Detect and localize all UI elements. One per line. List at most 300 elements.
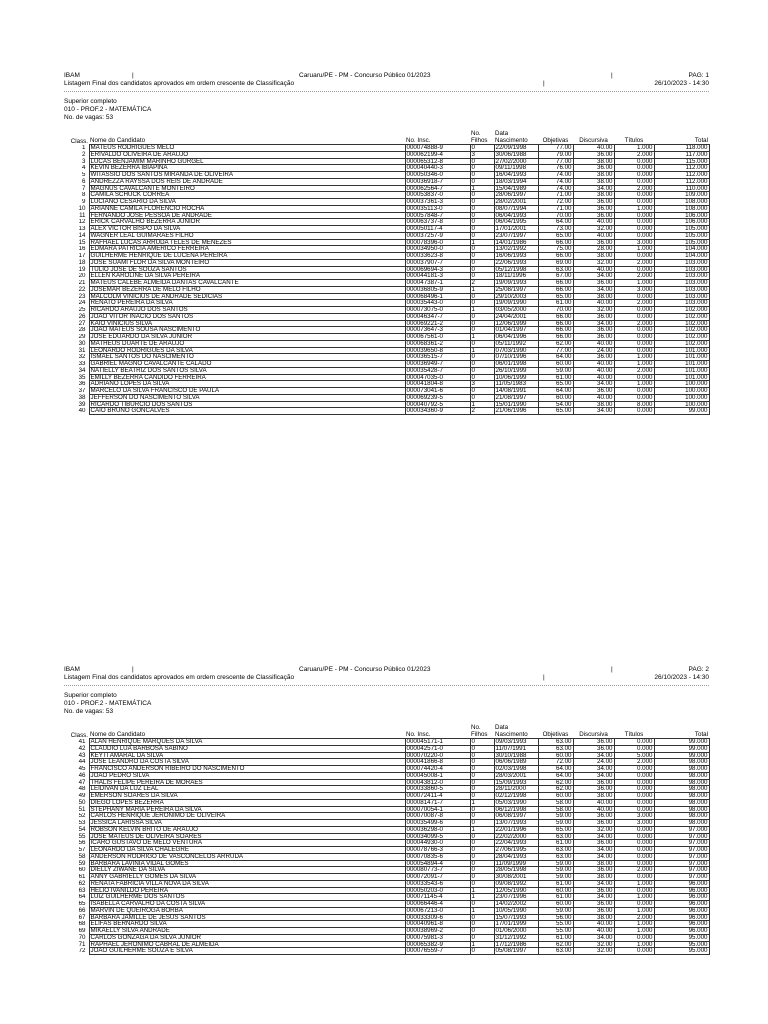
cell-total: 96.000 [654,887,709,894]
cell-insc: 000081471-7 [405,799,470,806]
cell-total: 97.000 [654,874,709,881]
cell-name: GUILHERME HENRIQUE DE LUCENA PEREIRA [89,253,405,260]
cell-total: 102.000 [654,327,709,334]
cell-class: 65 [64,901,89,908]
cell-objetivas: 61.00 [538,934,573,941]
cell-discursiva: 34.00 [573,752,614,759]
cell-objetivas: 60.00 [538,361,573,368]
cell-objetivas: 60.00 [538,793,573,800]
cell-insc: 000080773-7 [405,867,470,874]
cell-filhos: 3 [470,151,494,158]
cell-discursiva: 24.00 [573,347,614,354]
cell-total: 97.000 [654,826,709,833]
cell-insc: 000039650-8 [405,347,470,354]
table-row [64,860,709,867]
cell-titulos: 1.000 [614,381,654,388]
cell-objetivas: 54.00 [538,401,573,408]
cell-objetivas: 63.00 [538,739,573,746]
cell-filhos: 0 [470,145,494,152]
cell-insc: 000072091-7 [405,874,470,881]
table-row [64,739,709,746]
cell-nasc: 17/01/1999 [494,921,538,928]
cell-filhos: 1 [470,894,494,901]
cell-titulos: 1.000 [614,145,654,152]
cell-name: RAPHAEL JERONIMO CABRAL DE ALMEIDA [89,941,405,948]
cell-objetivas: 61.00 [538,894,573,901]
cell-discursiva: 38.00 [573,793,614,800]
cell-discursiva: 36.00 [573,327,614,334]
cell-titulos: 0.000 [614,934,654,941]
cell-insc: 000050203-0 [405,887,470,894]
cell-nasc: 05/12/1998 [494,266,538,273]
cell-class: 40 [64,408,89,415]
col-insc: No. Insc. [406,137,431,144]
cell-discursiva: 40.00 [573,361,614,368]
cell-name: ROBSON KELVIN BRITO DE ARAUJO [89,826,405,833]
cell-nasc: 02/03/1998 [494,766,538,773]
col-objetivas: Objetivas [542,731,569,738]
cell-objetivas: 66.00 [538,253,573,260]
cell-class: 30 [64,340,89,347]
cell-insc: 000057848-7 [405,212,470,219]
cell-objetivas: 66.00 [538,327,573,334]
table-row [64,786,709,793]
cell-objetivas: 61.00 [538,300,573,307]
cell-insc: 000037361-3 [405,199,470,206]
cell-filhos: 0 [470,772,494,779]
cell-nasc: 13/07/1993 [494,820,538,827]
col-titulos: Títulos [624,731,644,738]
cell-insc: 000067561-0 [405,334,470,341]
cell-name: EMERSON SOARES DA SILVA [89,793,405,800]
cell-total: 95.000 [654,934,709,941]
cell-total: 97.000 [654,853,709,860]
cell-titulos: 0.000 [614,226,654,233]
cell-objetivas: 61.00 [538,840,573,847]
cell-class: 22 [64,286,89,293]
cell-insc: 000070220-0 [405,752,470,759]
cell-total: 95.000 [654,948,709,955]
cell-nasc: 22/02/2000 [494,833,538,840]
cell-discursiva: 38.00 [573,293,614,300]
table-row [64,745,709,752]
header-separator: | [543,80,545,87]
cell-class: 14 [64,232,89,239]
cell-objetivas: 66.00 [538,239,573,246]
cell-filhos: 0 [470,847,494,854]
cell-nasc: 12/06/1999 [494,320,538,327]
cell-insc: 000054894-4 [405,860,470,867]
cell-nasc: 23/07/1997 [494,232,538,239]
cell-filhos: 0 [470,833,494,840]
cell-titulos: 0.000 [614,334,654,341]
table-row [64,772,709,779]
cell-total: 102.000 [654,340,709,347]
education-level: Superior completo [64,98,117,105]
table-row [64,334,709,341]
table-row [64,934,709,941]
cell-total: 103.000 [654,259,709,266]
cell-titulos: 1.000 [614,907,654,914]
cell-objetivas: 59.00 [538,367,573,374]
header-divider [64,685,709,686]
cell-filhos: 0 [470,205,494,212]
table-body [64,739,709,955]
table-row [64,374,709,381]
cell-total: 97.000 [654,833,709,840]
col-filhos: No. Filhos [471,130,488,144]
cell-titulos: 0.000 [614,766,654,773]
cell-class: 41 [64,739,89,746]
cell-filhos: 0 [470,766,494,773]
cell-nasc: 18/11/1996 [494,273,538,280]
cell-titulos: 1.000 [614,894,654,901]
cell-filhos: 0 [470,219,494,226]
col-objetivas: Objetivas [542,137,569,144]
cell-insc: 000036298-0 [405,826,470,833]
cell-class: 58 [64,853,89,860]
cell-objetivas: 63.00 [538,833,573,840]
cell-objetivas: 72.00 [538,199,573,206]
cell-objetivas: 66.00 [538,286,573,293]
cell-objetivas: 59.00 [538,813,573,820]
cell-class: 20 [64,273,89,280]
cell-filhos: 0 [470,745,494,752]
cell-filhos: 1 [470,941,494,948]
cell-total: 100.000 [654,401,709,408]
cell-objetivas: 63.00 [538,745,573,752]
cell-filhos: 0 [470,293,494,300]
col-total: Total [694,137,708,144]
cell-filhos: 0 [470,172,494,179]
cell-class: 28 [64,327,89,334]
cell-titulos: 0.000 [614,158,654,165]
cell-objetivas: 74.00 [538,172,573,179]
cell-nasc: 12/05/1990 [494,887,538,894]
cell-insc: 000036949-7 [405,361,470,368]
cell-nasc: 03/05/2000 [494,307,538,314]
table-row [64,253,709,260]
table-row [64,840,709,847]
cell-discursiva: 34.00 [573,766,614,773]
cell-class: 17 [64,253,89,260]
cell-class: 68 [64,921,89,928]
cell-objetivas: 64.00 [538,354,573,361]
cell-insc: 000041804-8 [405,381,470,388]
cell-name: JOSEMAR BEZERRA DE MELO FILHO [89,286,405,293]
table-row [64,293,709,300]
cell-name: WITASSIO DOS SANTOS MIRANDA DE OLIVEIRA [89,172,405,179]
cell-discursiva: 34.00 [573,847,614,854]
cell-titulos: 0.000 [614,327,654,334]
cell-name: HELIO IVANILDO PEREIRA [89,887,405,894]
cell-nasc: 25/08/1997 [494,286,538,293]
cell-discursiva: 36.00 [573,334,614,341]
cell-nasc: 17/12/1986 [494,941,538,948]
cell-insc: 000066446-4 [405,901,470,908]
position-name: 010 - PROF.2 - MATEMÁTICA [64,105,152,113]
table-row [64,907,709,914]
table-row [64,361,709,368]
cell-filhos: 1 [470,401,494,408]
cell-filhos: 0 [470,192,494,199]
cell-filhos: 0 [470,199,494,206]
table-row [64,239,709,246]
table-row [64,847,709,854]
table-row [64,266,709,273]
cell-filhos: 1 [470,347,494,354]
cell-objetivas: 64.00 [538,219,573,226]
cell-titulos: 1.000 [614,280,654,287]
cell-total: 98.000 [654,786,709,793]
cell-objetivas: 72.00 [538,759,573,766]
cell-insc: 000069694-3 [405,266,470,273]
cell-class: 1 [64,145,89,152]
cell-objetivas: 60.00 [538,394,573,401]
cell-insc: 000045171-1 [405,739,470,746]
cell-nasc: 06/01/1998 [494,361,538,368]
table-row [64,759,709,766]
cell-nasc: 15/01/1990 [494,401,538,408]
cell-insc: 000033860-5 [405,786,470,793]
cell-name: KEYTI AMARAL DA SILVA [89,752,405,759]
cell-name: JOSE LEANDRO DA COSTA SILVA [89,759,405,766]
cell-insc: 000050117-4 [405,226,470,233]
cell-nasc: 15/09/1993 [494,779,538,786]
table-header-row [64,128,709,145]
table-row [64,246,709,253]
table-row [64,941,709,948]
cell-titulos: 1.000 [614,354,654,361]
col-class: Class. [70,137,88,145]
table-row [64,158,709,165]
cell-class: 42 [64,745,89,752]
cell-total: 108.000 [654,205,709,212]
cell-discursiva: 36.00 [573,199,614,206]
cell-name: ICARO GUSTAVO DE MELO VENTURA [89,840,405,847]
cell-name: ERICK CARVALHO BEZERRA JUNIOR [89,219,405,226]
cell-name: JOSE EDUARDO DA SILVA JUNIOR [89,334,405,341]
cell-class: 63 [64,887,89,894]
cell-filhos: 0 [470,158,494,165]
table-row [64,219,709,226]
cell-name: LUCAS BENJAMIM MARINHO GURGEL [89,158,405,165]
cell-total: 100.000 [654,381,709,388]
cell-class: 53 [64,820,89,827]
cell-insc: 000033543-6 [405,880,470,887]
cell-discursiva: 40.00 [573,232,614,239]
cell-titulos: 0.000 [614,853,654,860]
cell-class: 34 [64,367,89,374]
cell-class: 51 [64,806,89,813]
cell-discursiva: 32.00 [573,307,614,314]
cell-discursiva: 36.00 [573,313,614,320]
cell-filhos: 1 [470,907,494,914]
cell-objetivas: 65.00 [538,232,573,239]
cell-name: THALIS FELIPE PEREIRA DE MORAES [89,779,405,786]
cell-insc: 000075981-3 [405,934,470,941]
cell-class: 3 [64,158,89,165]
header-separator: | [611,666,613,673]
cell-name: EMILLY BEZERRA CANDIDO FERREIRA [89,374,405,381]
cell-discursiva: 36.00 [573,901,614,908]
cell-filhos: 1 [470,334,494,341]
cell-insc: 000063737-8 [405,219,470,226]
cell-total: 106.000 [654,219,709,226]
cell-total: 98.000 [654,772,709,779]
table-row [64,145,709,152]
cell-name: MATEUS RODRIGUES MELO [89,145,405,152]
cell-filhos: 0 [470,874,494,881]
cell-name: MARCELO DA SILVA FRANCISCO DE PAULA [89,388,405,395]
cell-insc: 000040440-3 [405,165,470,172]
cell-nasc: 22/04/1993 [494,840,538,847]
cell-nasc: 06/08/1997 [494,813,538,820]
header-separator: | [132,72,134,79]
cell-name: ANDREZZA RAYSSA DOS REIS DE ANDRADE [89,178,405,185]
cell-class: 29 [64,334,89,341]
cell-total: 96.000 [654,928,709,935]
cell-total: 99.000 [654,408,709,415]
cell-total: 112.000 [654,165,709,172]
cell-total: 96.000 [654,880,709,887]
cell-discursiva: 36.00 [573,205,614,212]
cell-titulos: 3.000 [614,239,654,246]
cell-class: 69 [64,928,89,935]
cell-insc: 000046347-7 [405,313,470,320]
cell-objetivas: 55.00 [538,928,573,935]
cell-nasc: 19/09/1990 [494,300,538,307]
table-row [64,199,709,206]
cell-insc: 000078396-0 [405,239,470,246]
cell-objetivas: 74.00 [538,178,573,185]
cell-titulos: 0.000 [614,307,654,314]
cell-objetivas: 66.00 [538,320,573,327]
cell-class: 39 [64,401,89,408]
cell-insc: 000072411-4 [405,793,470,800]
cell-nasc: 17/01/2001 [494,226,538,233]
cell-nasc: 26/10/1999 [494,367,538,374]
cell-objetivas: 66.00 [538,280,573,287]
cell-class: 13 [64,226,89,233]
cell-total: 97.000 [654,847,709,854]
cell-name: MAGNUS CAVALCANTE MONTEIRO [89,185,405,192]
table-row [64,887,709,894]
cell-insc: 000033309-6 [405,914,470,921]
cell-objetivas: 62.00 [538,786,573,793]
cell-name: ELIFAS BERNARDO SILVA [89,921,405,928]
cell-class: 50 [64,799,89,806]
cell-discursiva: 32.00 [573,941,614,948]
cell-titulos: 0.000 [614,253,654,260]
cell-titulos: 0.000 [614,806,654,813]
cell-objetivas: 64.00 [538,766,573,773]
cell-discursiva: 34.00 [573,185,614,192]
report-subtitle: Listagem Final dos candidatos aprovados em ordem crescente de Classificação [64,80,295,87]
cell-objetivas: 77.00 [538,158,573,165]
cell-total: 110.000 [654,185,709,192]
cell-filhos: 1 [470,239,494,246]
cell-insc: 000076559-7 [405,948,470,955]
cell-titulos: 2.000 [614,867,654,874]
cell-titulos: 2.000 [614,914,654,921]
table-row [64,172,709,179]
cell-total: 117.000 [654,151,709,158]
cell-insc: 000074888-9 [405,145,470,152]
header-separator: | [132,666,134,673]
cell-filhos: 0 [470,948,494,955]
table-row [64,867,709,874]
cell-titulos: 0.000 [614,165,654,172]
cell-total: 104.000 [654,253,709,260]
cell-titulos: 0.000 [614,313,654,320]
cell-total: 99.000 [654,739,709,746]
cell-objetivas: 67.00 [538,273,573,280]
report-datetime: 26/10/2023 - 14:30 [654,80,709,87]
cell-nasc: 27/06/1995 [494,847,538,854]
cell-total: 101.000 [654,367,709,374]
cell-filhos: 1 [470,826,494,833]
cell-discursiva: 38.00 [573,172,614,179]
cell-total: 98.000 [654,759,709,766]
cell-insc: 000037907-7 [405,259,470,266]
cell-titulos: 2.000 [614,151,654,158]
cell-total: 97.000 [654,840,709,847]
cell-name: MATEUS CALEBE ALMEIDA DANTAS CAVALCANTE [89,280,405,287]
table-body [64,145,709,415]
cell-discursiva: 32.00 [573,259,614,266]
cell-titulos: 0.000 [614,948,654,955]
cell-total: 98.000 [654,793,709,800]
cell-name: BARBARA JAMILLE DE JESUS SANTOS [89,914,405,921]
cell-discursiva: 32.00 [573,826,614,833]
col-titulos: Títulos [624,137,644,144]
cell-insc: 000034950-0 [405,246,470,253]
cell-class: 16 [64,246,89,253]
cell-class: 45 [64,766,89,773]
cell-insc: 000071145-4 [405,894,470,901]
cell-discursiva: 36.00 [573,840,614,847]
cell-insc: 000035113-0 [405,205,470,212]
cell-filhos: 1 [470,307,494,314]
cell-titulos: 0.000 [614,833,654,840]
cell-titulos: 1.000 [614,361,654,368]
cell-objetivas: 59.00 [538,860,573,867]
cell-total: 103.000 [654,286,709,293]
cell-nasc: 05/08/1997 [494,948,538,955]
cell-insc: 000034360-9 [405,408,470,415]
cell-name: ANNY GABRIELLY GOMES DA SILVA [89,874,405,881]
cell-titulos: 1.000 [614,941,654,948]
cell-titulos: 1.000 [614,928,654,935]
cell-titulos: 0.000 [614,786,654,793]
cell-objetivas: 79.00 [538,151,573,158]
cell-objetivas: 60.00 [538,901,573,908]
cell-objetivas: 62.00 [538,779,573,786]
cell-discursiva: 40.00 [573,219,614,226]
table-row [64,381,709,388]
cell-class: 70 [64,934,89,941]
cell-class: 57 [64,847,89,854]
cell-total: 112.000 [654,178,709,185]
cell-total: 105.000 [654,232,709,239]
cell-nasc: 22/06/1993 [494,259,538,266]
cell-nasc: 22/09/1998 [494,145,538,152]
cell-name: ADRIANO LOPES DA SILVA [89,381,405,388]
cell-filhos: 0 [470,320,494,327]
cell-nasc: 13/02/1992 [494,246,538,253]
cell-nasc: 16/06/1993 [494,253,538,260]
